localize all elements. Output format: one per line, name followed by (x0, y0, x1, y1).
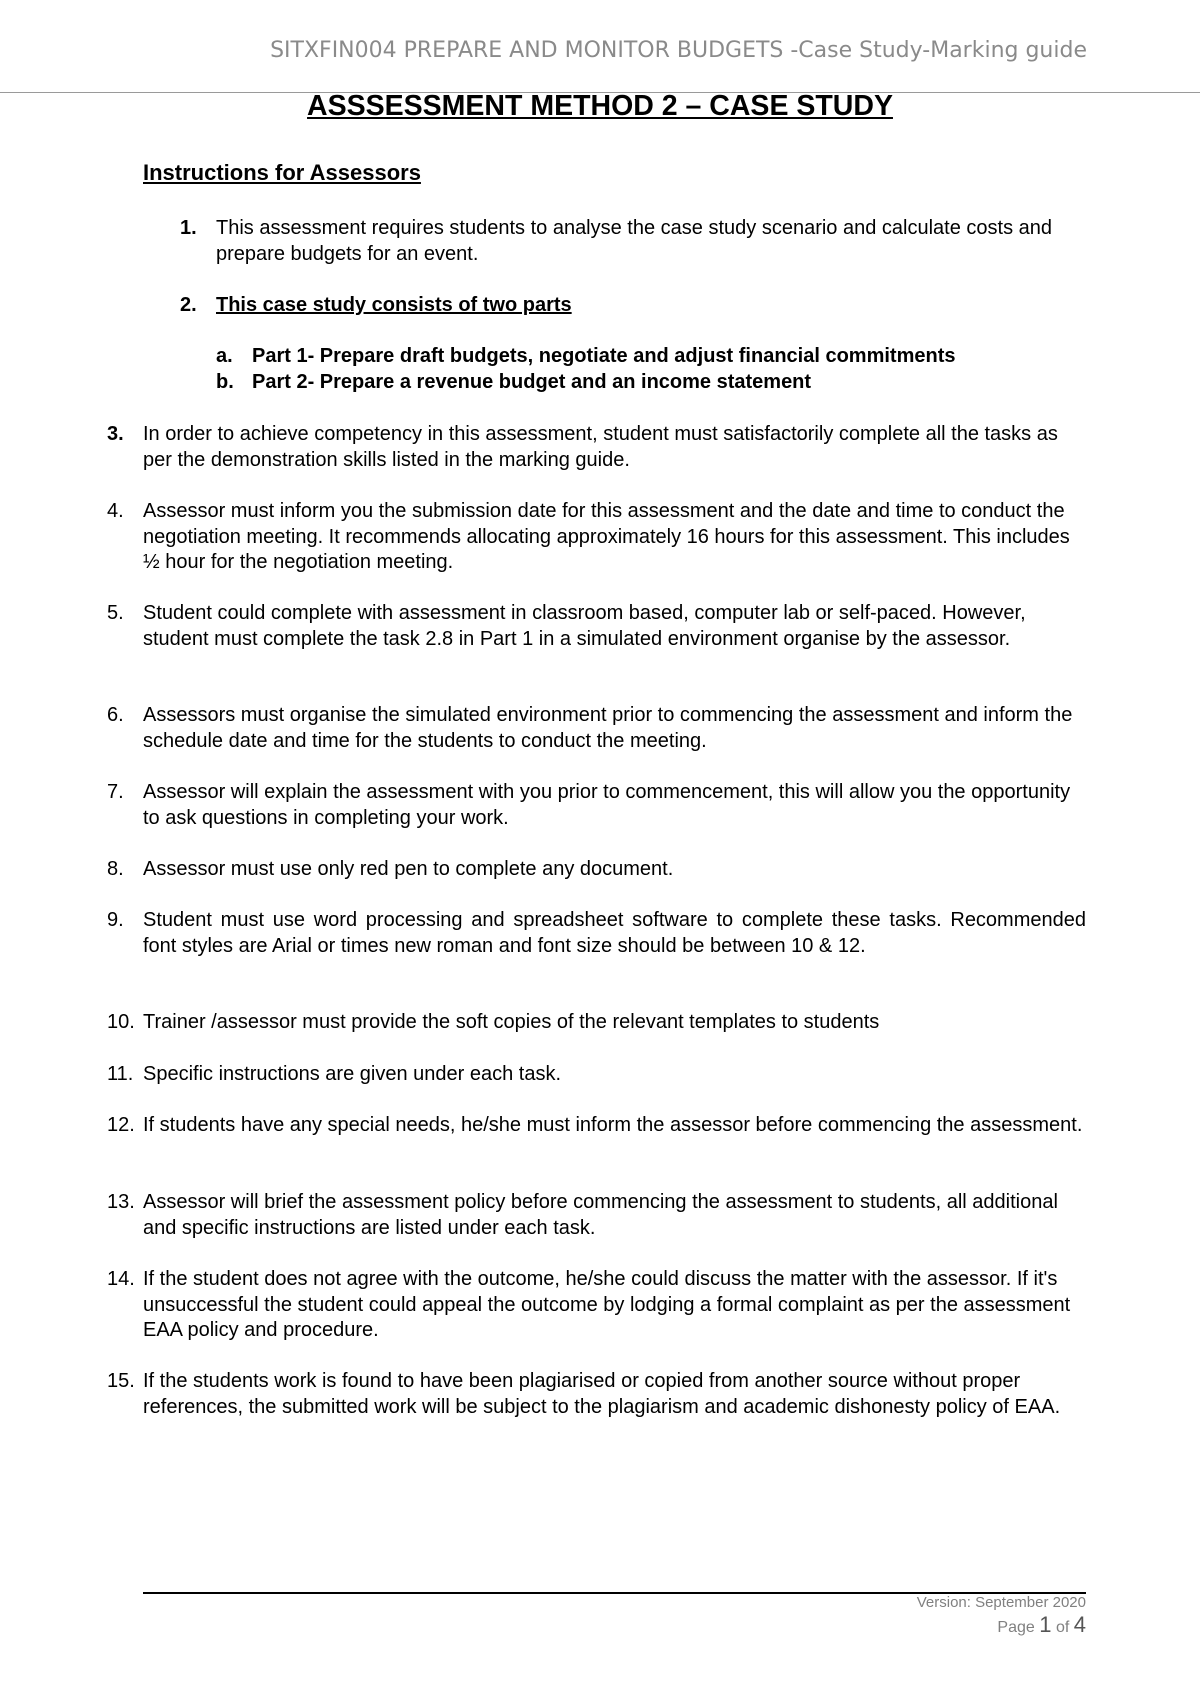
page-current: 1 (1039, 1612, 1052, 1637)
list-text: Assessor must inform you the submission date for this assessment and the date and time to conduct the negotiation meeting. It recommends allocating approximately 16 hours for this assessment. This includes ½ hour for the negotiation meeting. (143, 500, 1070, 573)
list-text: If students have any special needs, he/she must inform the assessor before commencing the assessment. (143, 1114, 1083, 1136)
page-of-label: of (1055, 1619, 1070, 1636)
list-number: 10. (107, 1011, 135, 1033)
list-number: 7. (107, 781, 124, 803)
page-total: 4 (1073, 1612, 1086, 1637)
list-text: Assessor will brief the assessment policy before commencing the assessment to students, all additional and specific instructions are listed under each task. (143, 1191, 1058, 1239)
list-text: Specific instructions are given under each task. (143, 1063, 561, 1085)
document-title: ASSSESSMENT METHOD 2 – CASE STUDY (307, 90, 893, 122)
list-text: In order to achieve competency in this assessment, student must satisfactorily complete all the tasks as per the demonstration skills listed in the marking guide. (143, 423, 1058, 471)
list-number: 4. (107, 500, 124, 522)
page-number (997, 1612, 1086, 1638)
list-number: 13. (107, 1191, 135, 1213)
list-number: 6. (107, 704, 124, 726)
list-text: This assessment requires students to analyse the case study scenario and calculate costs and prepare budgets for an event. (216, 217, 1053, 265)
list-text: If the students work is found to have been plagiarised or copied from another source without proper references, the submitted work will be subject to the plagiarism and academic dishonesty policy of EAA. (143, 1370, 1061, 1418)
version-label: Version: September 2020 (916, 1594, 1086, 1611)
list-number: 8. (107, 858, 124, 880)
list-number: 1. (180, 217, 197, 239)
list-text: Part 1- Prepare draft budgets, negotiate and adjust financial commitments (252, 345, 956, 367)
list-number: 3. (107, 423, 124, 445)
running-header: SITXFIN004 PREPARE AND MONITOR BUDGETS -Case Study-Marking guide (270, 38, 1087, 63)
list-letter: a. (216, 345, 233, 367)
list-text: Student could complete with assessment in classroom based, computer lab or self-paced. However, student must complete the task 2.8 in Part 1 in a simulated environment organise by the assessor. (143, 602, 1026, 650)
section-heading: Instructions for Assessors (143, 160, 421, 185)
list-letter: b. (216, 371, 234, 393)
list-text: This case study consists of two parts (216, 294, 572, 316)
list-text: Assessors must organise the simulated environment prior to commencing the assessment and inform the schedule date and time for the students to conduct the meeting. (143, 704, 1073, 752)
list-number: 2. (180, 294, 197, 316)
list-number: 14. (107, 1268, 135, 1290)
list-text: Student must use word processing and spreadsheet software to complete these tasks. Recommended font styles are Arial or times new roman and font size should be between 10 & 12. (143, 909, 1086, 957)
list-number: 9. (107, 909, 124, 931)
list-text: Assessor must use only red pen to complete any document. (143, 858, 674, 880)
list-text: Part 2- Prepare a revenue budget and an income statement (252, 371, 812, 393)
list-number: 5. (107, 602, 124, 624)
list-number: 15. (107, 1370, 135, 1392)
page-label: Page (997, 1619, 1035, 1636)
list-text: Trainer /assessor must provide the soft copies of the relevant templates to students (143, 1011, 880, 1033)
list-text: If the student does not agree with the outcome, he/she could discuss the matter with the assessor. If it's unsuccessful the student could appeal the outcome by lodging a formal complaint as per the assessment EAA policy and procedure. (143, 1268, 1071, 1341)
list-number: 12. (107, 1114, 135, 1136)
list-text: Assessor will explain the assessment with you prior to commencement, this will allow you the opportunity to ask questions in completing your work. (143, 781, 1071, 829)
list-number: 11. (107, 1063, 134, 1085)
